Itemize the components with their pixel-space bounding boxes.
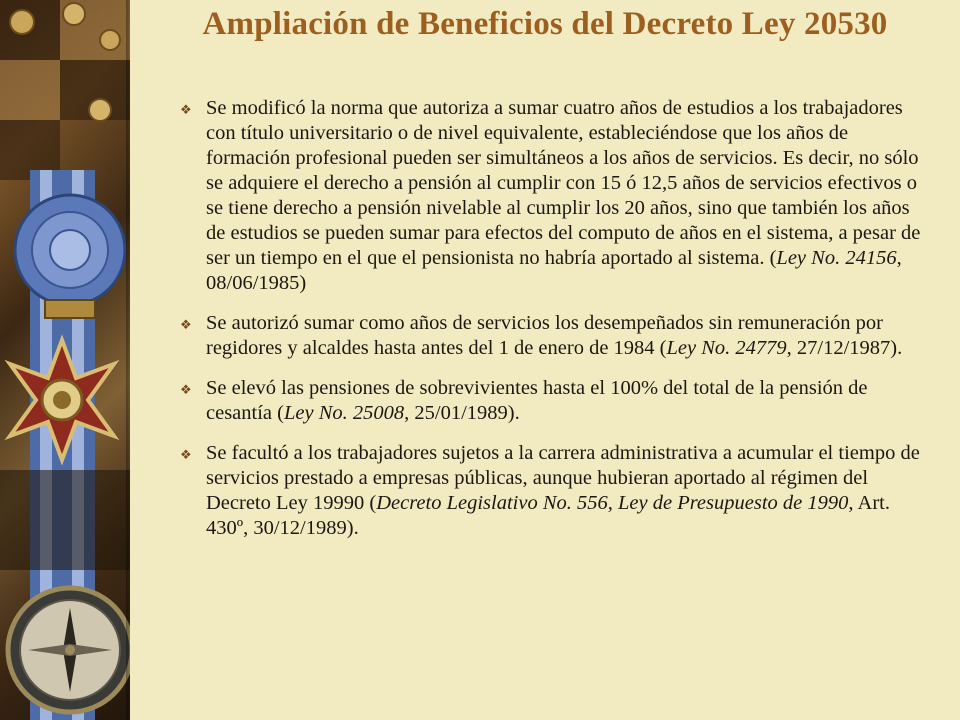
slide-title: Ampliación de Beneficios del Decreto Ley 20530 bbox=[202, 6, 888, 42]
bullet-diamond-icon: ❖ bbox=[180, 317, 192, 332]
bullet-item bbox=[180, 96, 925, 296]
bullet-citation: Ley No. 24779 bbox=[666, 337, 787, 359]
bullet-list bbox=[180, 96, 925, 556]
decorative-side-image bbox=[0, 0, 130, 720]
bullet-text: , 08/06/1985) bbox=[206, 247, 902, 294]
bullet-citation: Ley No. 25008 bbox=[283, 402, 405, 424]
bullet-diamond-icon: ❖ bbox=[180, 382, 192, 397]
bullet-text: , 27/12/1987). bbox=[786, 337, 903, 359]
side-image-edge-shadow bbox=[126, 0, 130, 720]
bullet-text: Se elevó las pensiones de sobrevivientes hasta el 100% del total de la pensión de cesantía ( bbox=[206, 377, 868, 424]
bullet-text: Se autorizó sumar como años de servicios los desempeñados sin remuneración por regidores y alcaldes hasta antes del 1 de enero de 1984 ( bbox=[206, 312, 883, 359]
bullet-diamond-icon: ❖ bbox=[180, 102, 192, 117]
medal-and-compass-illustration bbox=[0, 0, 130, 720]
bullet-citation: Decreto Legislativo No. 556, Ley de Presupuesto de 1990 bbox=[376, 492, 849, 514]
bullet-text: , Art. 430º, 30/12/1989). bbox=[206, 492, 890, 539]
bullet-item bbox=[180, 376, 925, 426]
bullet-text: Se facultó a los trabajadores sujetos a la carrera administrativa a acumular el tiempo de servicios prestado a empresas públicas, aunque hubieran aportado al régimen del Decreto Ley 19990 ( bbox=[206, 442, 920, 514]
bullet-item bbox=[180, 441, 925, 541]
bullet-citation: Ley No. 24156 bbox=[776, 247, 897, 269]
bullet-text: Se modificó la norma que autoriza a sumar cuatro años de estudios a los trabajadores con título universitario o de nivel equivalente, estableciéndose que los años de formación profesional pueden ser simultáneos a los años de servicios. Es decir, no sólo se adquiere el derecho a pensión al cumplir con 15 ó 12,5 años de servicios efectivos o se tiene derecho a pensión nivelable al cumplir los 20 años, sino que también los años de estudios se pueden sumar para efectos del computo de años en el sistema, a pesar de ser un tiempo en el que el pensionista no habría aportado al sistema. ( bbox=[206, 97, 921, 269]
bullet-diamond-icon: ❖ bbox=[180, 447, 192, 462]
compass-icon bbox=[8, 588, 130, 712]
cross-medal-icon bbox=[10, 340, 114, 460]
bullet-text: , 25/01/1989). bbox=[404, 402, 520, 424]
bullet-item bbox=[180, 311, 925, 361]
